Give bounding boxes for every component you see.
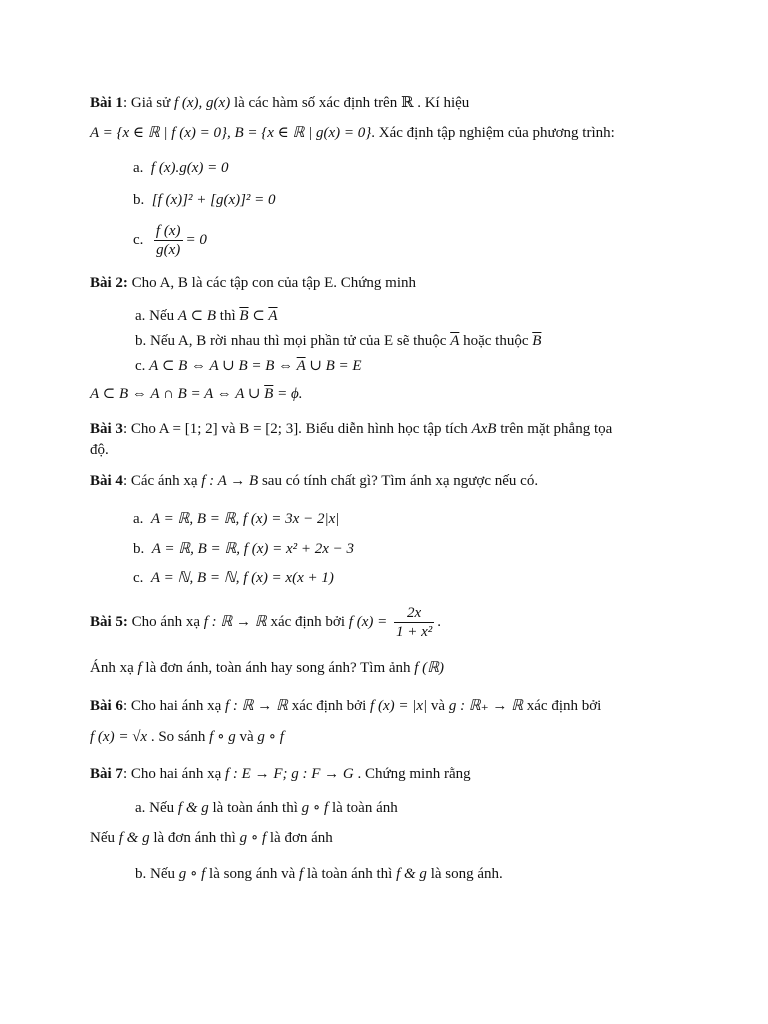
bai4-b-label: b. — [133, 541, 145, 557]
bai1-a-math: f (x).g(x) = 0 — [150, 160, 229, 176]
bai1-b-label: b. — [133, 192, 145, 208]
bai2-c-math2: ∪ B = E — [305, 358, 362, 374]
bai6-text1: : Cho hai ánh xạ — [122, 698, 226, 714]
bai7-b-text3: là toàn ánh thì — [303, 866, 397, 882]
bai4-math: f : A → B — [201, 473, 259, 489]
bai3-axb: AxB — [471, 421, 497, 437]
bai6-text2: xác định bởi — [287, 698, 371, 714]
bai2-d-math2: = ϕ. — [273, 386, 303, 402]
bai1-c-numerator: f (x) — [155, 223, 181, 240]
bai7-a-text2: là toàn ánh thì — [208, 800, 302, 816]
bai7-item-n — [90, 828, 333, 848]
bai1-intro-a: : Giả sử — [122, 95, 174, 111]
bai6-heading-line — [90, 696, 601, 716]
bai6-line2 — [90, 727, 284, 747]
bai6-math2: f (x) = |x| — [370, 698, 428, 714]
bai1-item-b — [133, 190, 276, 210]
bai2-title: Bài 2: — [90, 275, 128, 291]
bai6-title: Bài 6 — [90, 698, 123, 714]
bai1-intro-math: f (x), g(x) — [173, 95, 231, 111]
bai2-b-bbar: $\overline{B}$ — [532, 333, 542, 349]
bai2-a-math1: A ⊂ B — [177, 308, 217, 324]
bai1-item-a — [133, 158, 229, 178]
bai7-n-text3: là đơn ánh — [266, 830, 333, 846]
bai2-item-a — [135, 306, 278, 326]
bai4-item-c — [133, 568, 334, 588]
bai5-text2: xác định bởi — [266, 614, 349, 630]
bai5-line2-fR: f (ℝ) — [414, 660, 445, 676]
bai4-text1: : Các ánh xạ — [122, 473, 202, 489]
bai2-c-abar: $\overline{A}$ — [296, 358, 306, 374]
bai7-a-m2: g ∘ f — [301, 800, 329, 816]
bai1-c-label: c. — [133, 232, 144, 248]
bai2-a-text2: thì — [216, 308, 240, 324]
bai5-numerator: 2x — [394, 604, 434, 623]
bai6-line2-math: f (x) = √x — [90, 729, 148, 745]
bai1-b-math: [f (x)]² + [g(x)]² = 0 — [151, 192, 276, 208]
bai1-c-rhs: = 0 — [185, 232, 207, 248]
bai4-c-math: A = ℕ, B = ℕ, f (x) = x(x + 1) — [150, 570, 334, 586]
bai4-a-math: A = ℝ, B = ℝ, f (x) = 3x − 2|x| — [150, 511, 340, 527]
bai3-line2 — [90, 440, 109, 460]
bai7-item-a — [135, 798, 398, 818]
bai1-intro-R: ℝ — [400, 95, 414, 111]
bai5-line2-f: f — [137, 660, 142, 676]
bai7-b-m3: f & g — [396, 866, 427, 882]
bai7-b-text2: là song ánh và — [205, 866, 300, 882]
bai1-c-fraction — [154, 222, 183, 259]
bai2-d-math1: A ⊂ B ⇔ A ∩ B = A ⇔ A ∪ — [90, 386, 265, 402]
bai6-line2-va: và — [235, 729, 258, 745]
bai7-b-m2: f — [299, 866, 304, 882]
bai5-fraction — [394, 604, 434, 641]
bai7-math: f : E → F; g : F → G — [225, 766, 354, 782]
bai2-c-math1: A ⊂ B ⇔ A ∪ B = B ⇔ — [149, 358, 297, 374]
bai5-line2-b: là đơn ánh, toàn ánh hay song ánh? Tìm ảnh — [141, 660, 415, 676]
bai2-a-sub: ⊂ — [248, 308, 269, 324]
bai5-math1: f : ℝ → ℝ — [203, 614, 267, 630]
bai1-a-label: a. — [133, 160, 144, 176]
bai7-b-text1: b. Nếu — [135, 866, 179, 882]
bai7-title: Bài 7 — [90, 766, 123, 782]
bai1-sets-text: . Xác định tập nghiệm của phương trình: — [371, 125, 615, 141]
bai5-line2-a: Ánh xạ — [90, 660, 138, 676]
bai1-c-denominator: g(x) — [156, 242, 181, 259]
bai5-line2 — [90, 658, 444, 678]
bai5-dot: . — [437, 614, 441, 630]
bai7-n-m1: f & g — [118, 830, 150, 846]
bai7-a-text1: a. Nếu — [135, 800, 178, 816]
bai4-c-label: c. — [133, 570, 144, 586]
bai2-item-d — [90, 384, 302, 404]
bai3-title: Bài 3 — [90, 421, 123, 437]
bai6-line2-text: . So sánh — [147, 729, 210, 745]
bai2-c-text: c. — [135, 358, 150, 374]
bai2-item-c — [135, 356, 362, 376]
bai7-a-text3: là toàn ánh — [328, 800, 398, 816]
bai7-a-m1: f & g — [177, 800, 209, 816]
bai1-sets-math: A = {x ∈ ℝ | f (x) = 0}, B = {x ∈ ℝ | g(x) = 0} — [90, 125, 372, 141]
bai6-math1: f : ℝ → ℝ — [225, 698, 288, 714]
bai2-heading-line — [90, 273, 416, 293]
bai7-n-text1: Nếu — [90, 830, 119, 846]
bai1-title: Bài 1 — [90, 95, 123, 111]
bai7-b-text4: là song ánh. — [426, 866, 503, 882]
bai1-sets-line — [90, 123, 615, 143]
bai7-b-m1: g ∘ f — [178, 866, 206, 882]
bai4-title: Bài 4 — [90, 473, 123, 489]
bai6-math3: g : ℝ₊ → ℝ — [448, 698, 523, 714]
bai2-b-text1: b. Nếu A, B rời nhau thì mọi phần tử của E sẽ thuộc — [135, 333, 451, 349]
bai6-text3: và — [427, 698, 449, 714]
bai5-denominator: 1 + x² — [395, 624, 433, 641]
bai6-line2-m1: f ∘ g — [209, 729, 236, 745]
bai4-text2: sau có tính chất gì? Tìm ánh xạ ngược nếu có. — [258, 473, 539, 489]
bai3-text2: trên mặt phẳng tọa — [496, 421, 613, 437]
bai1-intro-c: . Kí hiệu — [413, 95, 470, 111]
bai7-n-m2: g ∘ f — [239, 830, 267, 846]
bai1-item-c — [133, 218, 207, 262]
bai3-text3: độ. — [90, 442, 109, 458]
bai4-a-label: a. — [133, 511, 144, 527]
bai7-item-b — [135, 864, 503, 884]
bai2-a-bbar: $\overline{B}$ — [239, 308, 249, 324]
bai2-a-abar: $\overline{A}$ — [268, 308, 278, 324]
bai4-item-a — [133, 509, 339, 529]
bai2-item-b — [135, 331, 541, 351]
bai6-line2-m2: g ∘ f — [257, 729, 284, 745]
bai2-b-text2: hoặc thuộc — [459, 333, 533, 349]
bai5-math2: f (x) = — [348, 614, 388, 630]
bai1-intro-b: là các hàm số xác định trên — [230, 95, 401, 111]
bai3-line1 — [90, 419, 612, 439]
bai2-d-bbar: $\overline{B}$ — [264, 386, 274, 402]
bai2-b-abar: $\overline{A}$ — [450, 333, 460, 349]
bai4-b-math: A = ℝ, B = ℝ, f (x) = x² + 2x − 3 — [151, 541, 355, 557]
bai4-item-b — [133, 539, 354, 559]
bai7-text1: : Cho hai ánh xạ — [122, 766, 226, 782]
bai1-heading-line — [90, 93, 469, 113]
bai5-text1: Cho ánh xạ — [127, 614, 204, 630]
bai7-heading-line — [90, 764, 471, 784]
bai7-text2: . Chứng minh rằng — [353, 766, 471, 782]
bai4-heading-line — [90, 471, 538, 491]
bai5-heading-line — [90, 601, 441, 643]
bai3-text1: : Cho A = [1; 2] và B = [2; 3]. Biểu diễn hình học tập tích — [122, 421, 472, 437]
bai5-title: Bài 5: — [90, 614, 128, 630]
bai2-a-text1: a. Nếu — [135, 308, 178, 324]
bai2-intro: Cho A, B là các tập con của tập E. Chứng minh — [127, 275, 416, 291]
bai7-n-text2: là đơn ánh thì — [149, 830, 240, 846]
bai6-text4: xác định bởi — [523, 698, 602, 714]
